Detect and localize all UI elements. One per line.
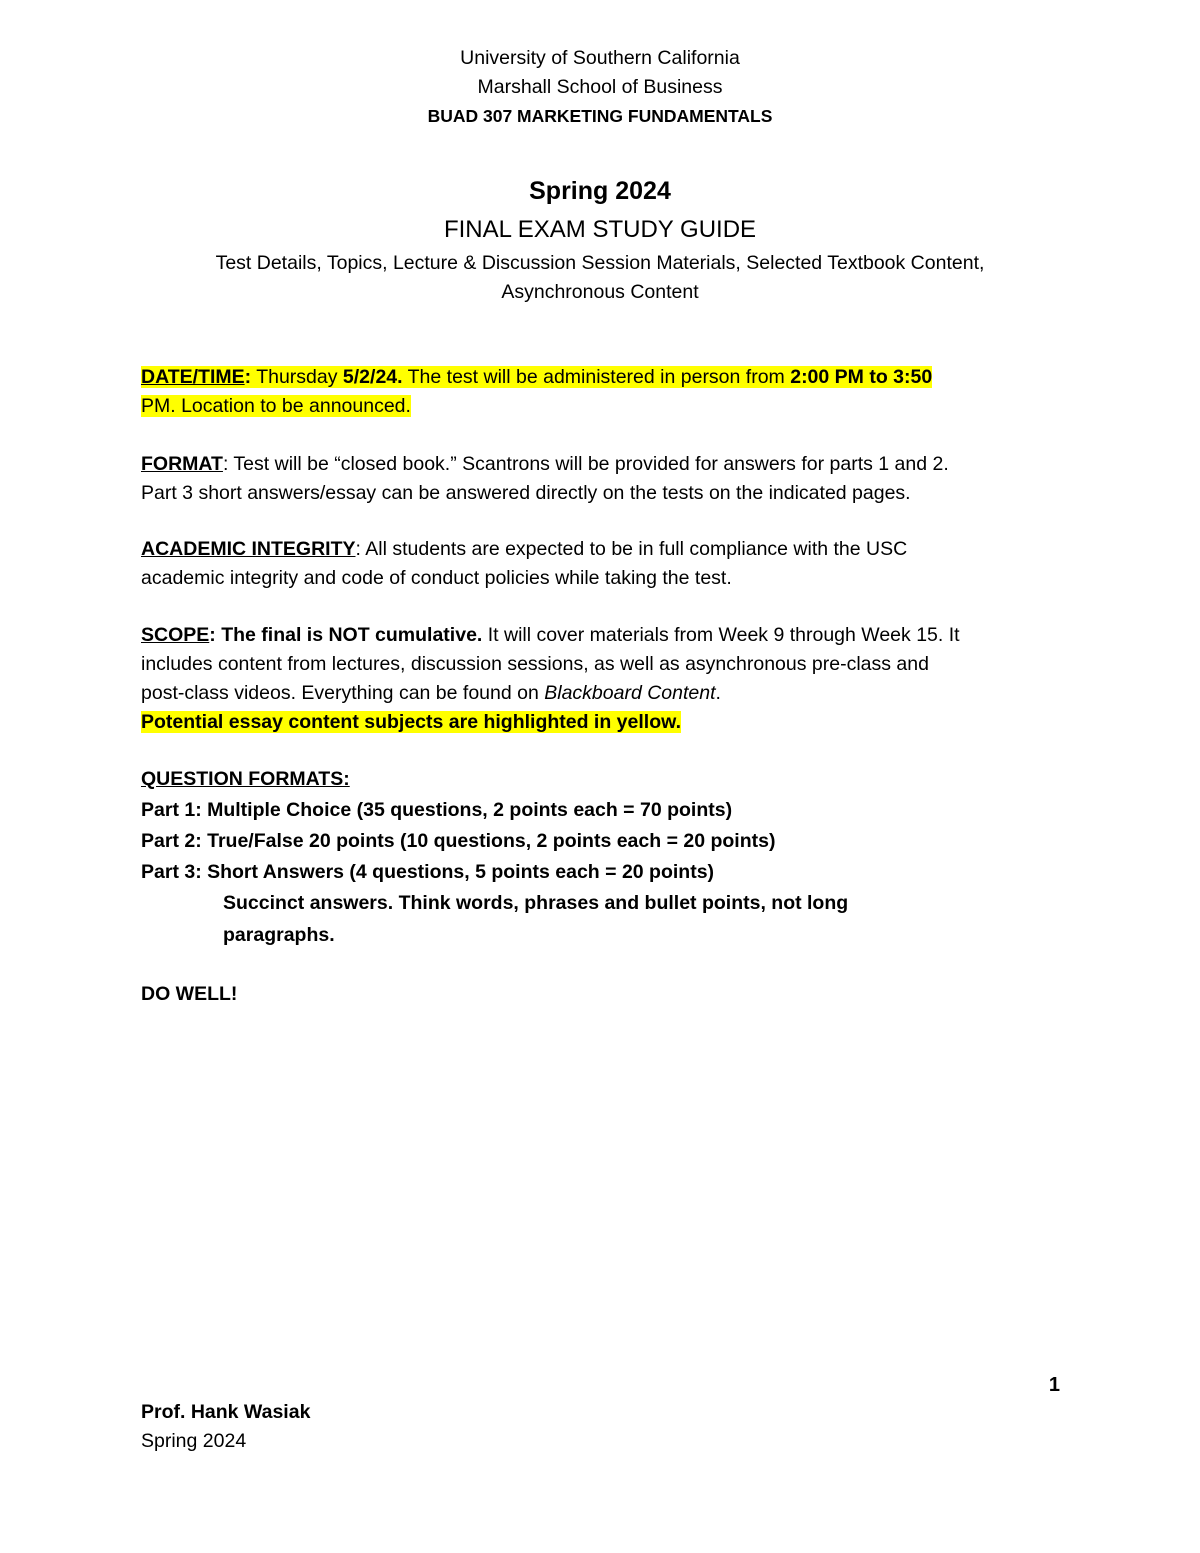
format-line-2: Part 3 short answers/essay can be answered directly on the tests on the indicated pages. [141,482,911,504]
closing-message: DO WELL! [141,983,238,1005]
part-2-line: Part 2: True/False 20 points (10 questions, 2 points each = 20 points) [141,830,776,852]
part-3-note-line-2: paragraphs. [223,924,335,946]
part-1-line: Part 1: Multiple Choice (35 questions, 2 points each = 70 points) [141,799,733,821]
highlight-note: Potential essay content subjects are highlighted in yellow. [141,711,681,733]
scope-line-2: includes content from lectures, discussion sessions, as well as asynchronous pre-class and [141,653,929,675]
highlight-note-line [141,708,681,737]
school-name: Marshall School of Business [477,76,723,98]
footer-term: Spring 2024 [141,1430,247,1452]
blackboard-content-reference: Blackboard Content [544,682,716,704]
term-heading: Spring 2024 [529,177,671,205]
question-formats-label: QUESTION FORMATS: [141,768,350,790]
subtitle-line-2: Asynchronous Content [501,281,699,303]
integrity-line-1: ACADEMIC INTEGRITY: All students are expected to be in full compliance with the USC [141,538,908,560]
datetime-line-2: PM. Location to be announced. [141,395,411,417]
subtitle-line-1: Test Details, Topics, Lecture & Discussion Session Materials, Selected Textbook Content, [215,252,985,274]
integrity-label: ACADEMIC INTEGRITY [141,538,356,560]
integrity-line-2: academic integrity and code of conduct policies while taking the test. [141,567,732,589]
scope-line-3: post-class videos. Everything can be found on Blackboard Content. [141,682,721,704]
datetime-label: DATE/TIME [141,366,245,388]
course-title: BUAD 307 MARKETING FUNDAMENTALS [427,106,773,126]
scope-line-1: SCOPE: The final is NOT cumulative. It will cover materials from Week 9 through Week 15. It [141,624,960,646]
page-number: 1 [1048,1374,1060,1396]
format-line-1: FORMAT: Test will be “closed book.” Scantrons will be provided for answers for parts 1 and 2. [141,453,949,475]
professor-name: Prof. Hank Wasiak [141,1401,311,1423]
guide-heading: FINAL EXAM STUDY GUIDE [443,216,757,243]
part-3-note-line-1: Succinct answers. Think words, phrases and bullet points, not long [223,892,849,914]
format-label: FORMAT [141,453,223,475]
scope-label: SCOPE [141,624,210,646]
part-3-line: Part 3: Short Answers (4 questions, 5 points each = 20 points) [141,861,715,883]
datetime-line-1: DATE/TIME: Thursday 5/2/24. The test will be administered in person from 2:00 PM to 3:50 [141,366,933,388]
university-name: University of Southern California [460,47,740,69]
